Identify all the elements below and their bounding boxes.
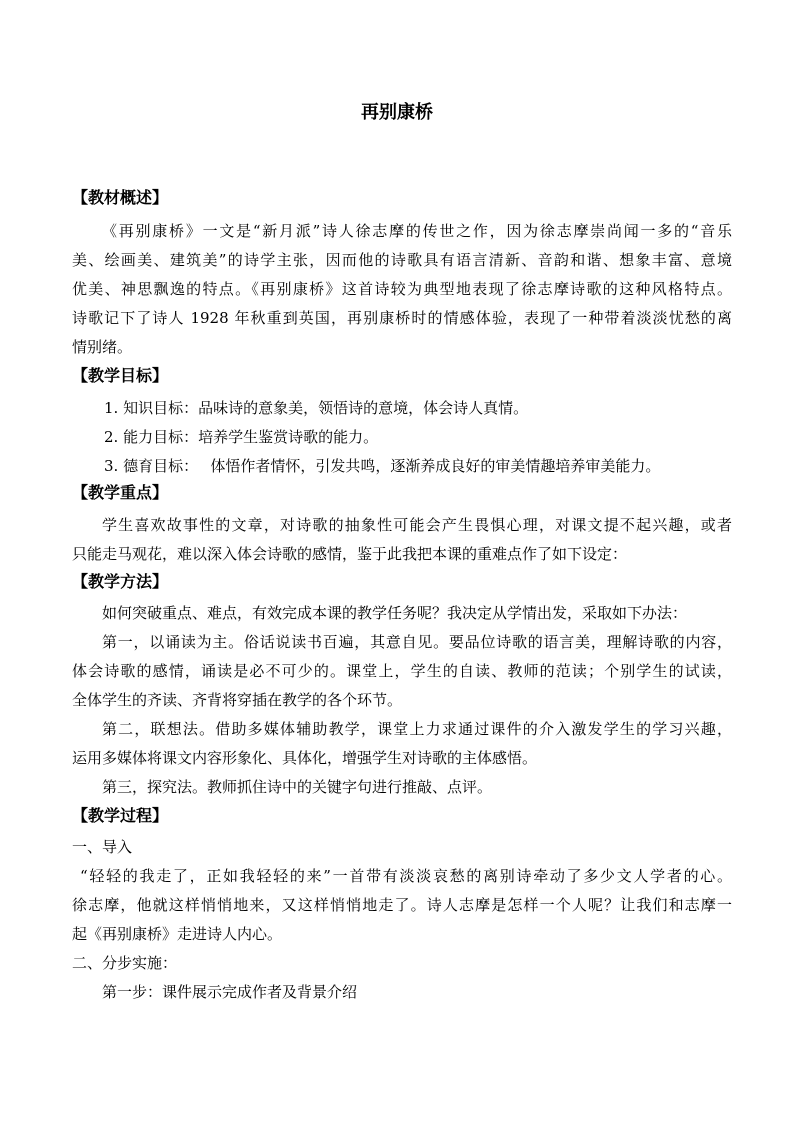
- methods-line-7: 第三，探究法。教师抓住诗中的关键字句进行推敲、点评。: [102, 778, 493, 796]
- methods-line-1: 如何突破重点、难点，有效完成本课的教学任务呢？我决定从学情出发，采取如下办法：: [102, 604, 688, 622]
- process-subheading-2: 二、分步实施：: [72, 954, 178, 972]
- section-heading-overview: 【教材概述】: [72, 188, 169, 207]
- overview-line-4: 诗歌记下了诗人 1928 年秋重到英国，再别康桥时的情感体验，表现了一种带着淡淡忧愁的离: [72, 309, 732, 327]
- focus-line-1: 学生喜欢故事性的文章，对诗歌的抽象性可能会产生畏惧心理，对课文提不起兴趣，或者: [102, 516, 732, 534]
- focus-line-2: 只能走马观花，难以深入体会诗歌的感情，鉴于此我把本课的重难点作了如下设定：: [72, 545, 628, 563]
- process-line-3: 起《再别康桥》走进诗人内心。: [72, 925, 283, 943]
- overview-line-3: 优美、神思飘逸的特点。《再别康桥》这首诗较为典型地表现了徐志摩诗歌的这种风格特点。: [72, 280, 732, 298]
- overview-line-2: 美、绘画美、建筑美”的诗学主张，因而他的诗歌具有语言清新、音韵和谐、想象丰富、意境: [72, 251, 732, 269]
- process-subheading-1: 一、导入: [72, 838, 133, 856]
- process-line-2: 徐志摩，他就这样悄悄地来，又这样悄悄地走了。诗人志摩是怎样一个人呢？让我们和志摩一: [72, 896, 732, 914]
- overview-line-5: 情别绪。: [72, 338, 133, 356]
- methods-line-3: 体会诗歌的感情，诵读是必不可少的。课堂上，学生的自读、教师的范读；个别学生的试读，: [72, 662, 732, 680]
- overview-line-1: 《再别康桥》一文是“新月派”诗人徐志摩的传世之作，因为徐志摩崇尚闻一多的“音乐: [102, 222, 732, 240]
- methods-line-2: 第一，以诵读为主。俗话说读书百遍，其意自见。要品位诗歌的语言美，理解诗歌的内容，: [102, 633, 732, 651]
- methods-line-4: 全体学生的齐读、齐背将穿插在教学的各个环节。: [72, 691, 403, 709]
- process-line-1: “轻轻的我走了，正如我轻轻的来”一首带有淡淡哀愁的离别诗牵动了多少文人学者的心。: [80, 867, 732, 885]
- goal-item-1: 1. 知识目标：品味诗的意象美，领悟诗的意境，体会诗人真情。: [104, 399, 529, 417]
- methods-line-6: 运用多媒体将课文内容形象化、具体化，增强学生对诗歌的主体感悟。: [72, 749, 538, 767]
- goal-item-2: 2. 能力目标：培养学生鉴赏诗歌的能力。: [104, 428, 379, 446]
- section-heading-goals: 【教学目标】: [72, 366, 169, 385]
- section-heading-focus: 【教学重点】: [72, 483, 169, 502]
- document-title: 再别康桥: [361, 102, 433, 123]
- process-step-1: 第一步：课件展示完成作者及背景介绍: [102, 983, 358, 1001]
- goal-item-3: 3. 德育目标： 体悟作者情怀，引发共鸣，逐渐养成良好的审美情趣培养审美能力。: [104, 457, 661, 475]
- methods-line-5: 第二，联想法。借助多媒体辅助教学，课堂上力求通过课件的介入激发学生的学习兴趣，: [102, 720, 732, 738]
- section-heading-methods: 【教学方法】: [72, 572, 169, 591]
- section-heading-process: 【教学过程】: [72, 806, 169, 825]
